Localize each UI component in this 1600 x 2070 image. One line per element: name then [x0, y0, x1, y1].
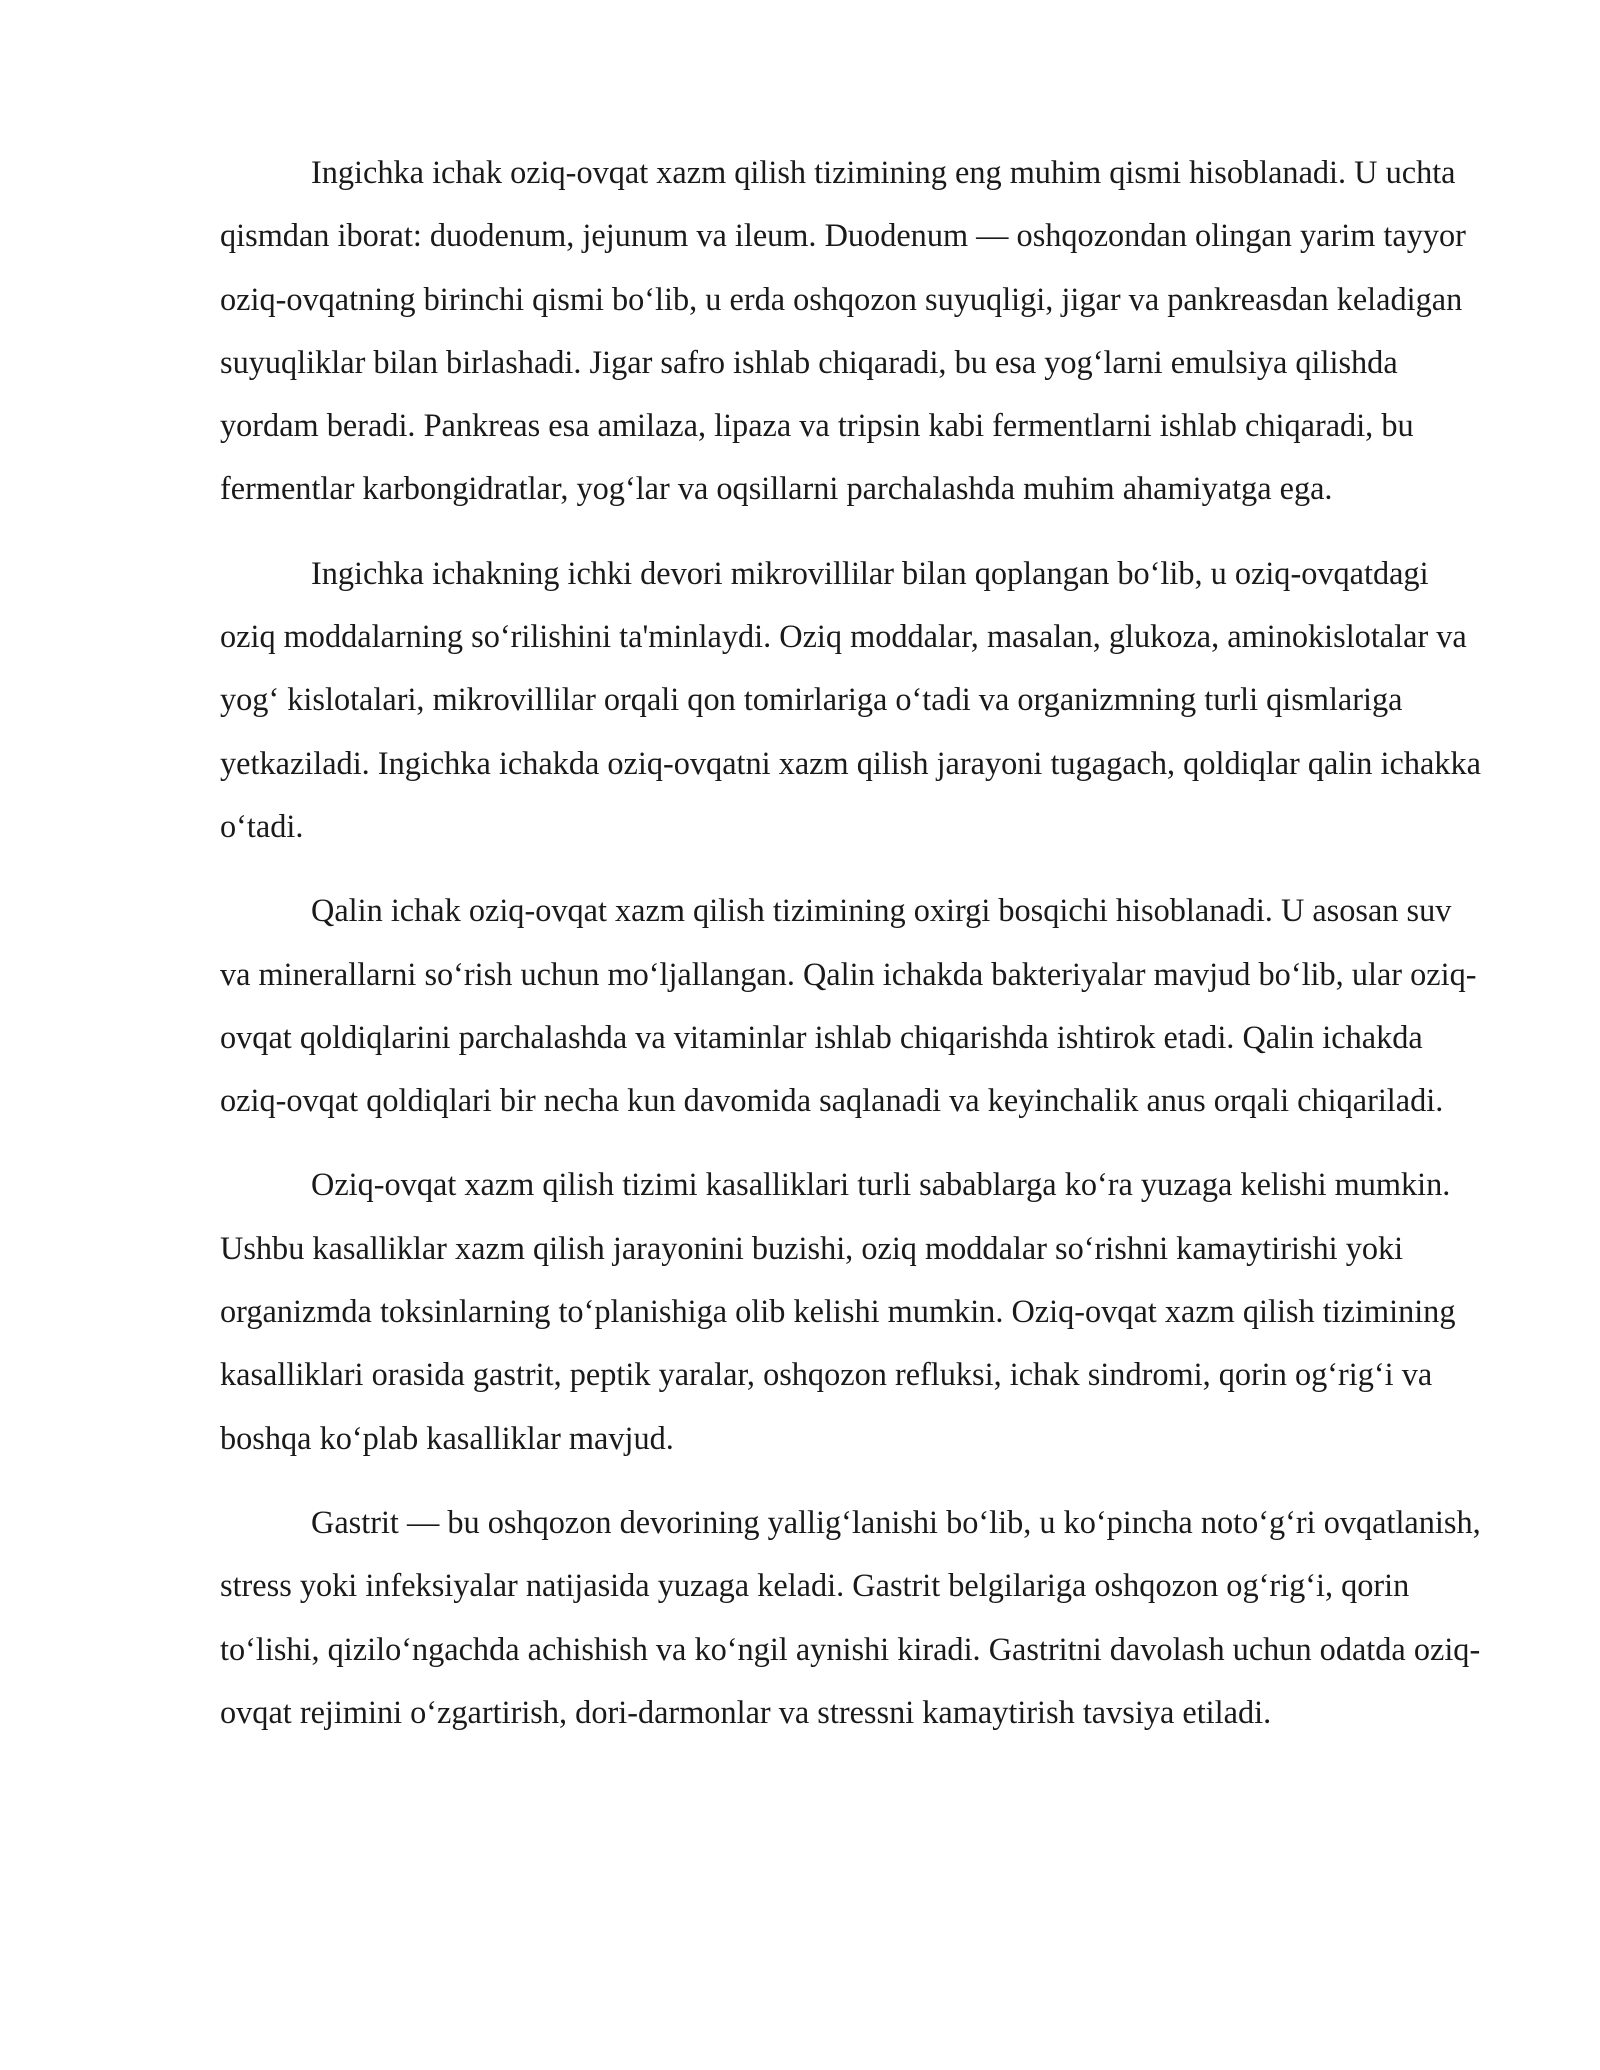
- paragraph-small-intestine: Ingichka ichak oziq-ovqat xazm qilish tizimining eng muhim qismi hisoblanadi. U uchta qismdan iborat: duodenum, jejunum va ileum. Duodenum — oshqozondan olingan yarim tayyor oziq-ovqatning birinchi qismi bo‘lib, u erda oshqozon suyuqligi, jigar va pankreasdan keladigan suyuqliklar bilan birlashadi. Jigar safro ishlab chiqaradi, bu esa yog‘larni emulsiya qilishda yordam beradi. Pankreas esa amilaza, lipaza va tripsin kabi fermentlarni ishlab chiqaradi, bu fermentlar karbongidratlar, yog‘lar va oqsillarni parchalashda muhim ahamiyatga ega.: [220, 154, 1466, 507]
- paragraph-digestive-diseases: Oziq-ovqat xazm qilish tizimi kasalliklari turli sabablarga ko‘ra yuzaga kelishi mumkin. Ushbu kasalliklar xazm qilish jarayonini buzishi, oziq moddalar so‘rishni kamaytirishi yoki organizmda toksinlarning to‘planishiga olib kelishi mumkin. Oziq-ovqat xazm qilish tizimining kasalliklari orasida gastrit, peptik yaralar, oshqozon refluksi, ichak sindromi, qorin og‘rig‘i va boshqa ko‘plab kasalliklar mavjud.: [220, 1166, 1456, 1456]
- paragraph-large-intestine: Qalin ichak oziq-ovqat xazm qilish tizimining oxirgi bosqichi hisoblanadi. U asosan suv va minerallarni so‘rish uchun mo‘ljallangan. Qalin ichakda bakteriyalar mavjud bo‘lib, ular oziq-ovqat qoldiqlarini parchalashda va vitaminlar ishlab chiqarishda ishtirok etadi. Qalin ichakda oziq-ovqat qoldiqlari bir necha kun davomida saqlanadi va keyinchalik anus orqali chiqariladi.: [220, 892, 1477, 1119]
- document-body: [220, 141, 1482, 1765]
- paragraph-gastritis: Gastrit — bu oshqozon devorining yallig‘lanishi bo‘lib, u ko‘pincha noto‘g‘ri ovqatlanish, stress yoki infeksiyalar natijasida yuzaga keladi. Gastrit belgilariga oshqozon og‘rig‘i, qorin to‘lishi, qizilo‘ngachda achishish va ko‘ngil aynishi kiradi. Gastritni davolash uchun odatda oziq-ovqat rejimini o‘zgartirish, dori-darmonlar va stressni kamaytirish tavsiya etiladi.: [220, 1503, 1481, 1730]
- paragraph-intestinal-wall: Ingichka ichakning ichki devori mikrovillilar bilan qoplangan bo‘lib, u oziq-ovqatdagi oziq moddalarning so‘rilishini ta'minlaydi. Oziq moddalar, masalan, glukoza, aminokislotalar va yog‘ kislotalari, mikrovillilar orqali qon tomirlariga o‘tadi va organizmning turli qismlariga yetkaziladi. Ingichka ichakda oziq-ovqatni xazm qilish jarayoni tugagach, qoldiqlar qalin ichakka o‘tadi.: [220, 554, 1481, 844]
